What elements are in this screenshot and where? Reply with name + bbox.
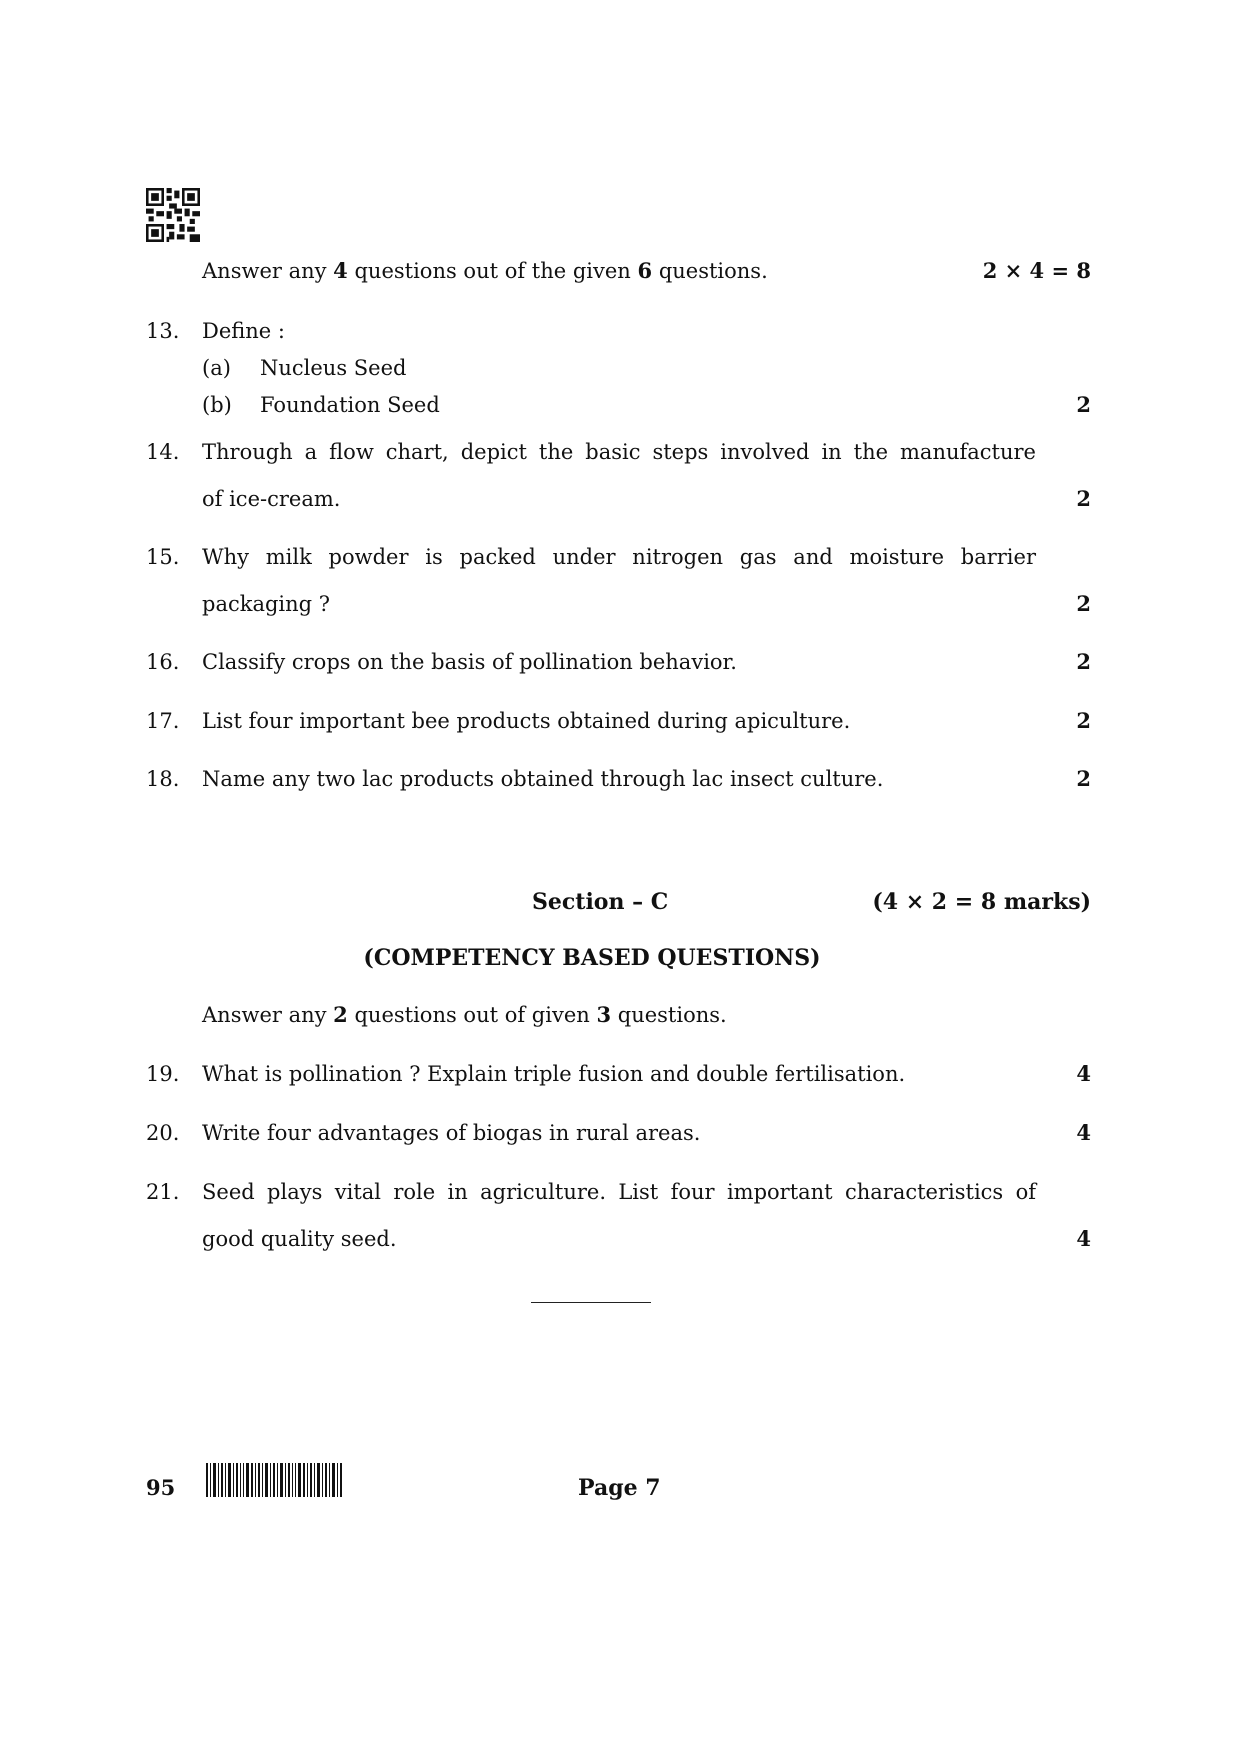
question-number: 16. [146, 650, 180, 674]
question-text: Write four advantages of biogas in rural areas. [202, 1121, 701, 1145]
instruction-section-c: Answer any 2 questions out of given 3 questions. [202, 1002, 727, 1027]
question-text: Through a flow chart, depict the basic steps involved in the manufacture [202, 440, 1036, 464]
question-text-cont: of ice-cream. [202, 487, 341, 511]
question-marks: 4 [1076, 1061, 1091, 1086]
section-subtitle: (COMPETENCY BASED QUESTIONS) [363, 945, 821, 971]
instruction-section-b: Answer any 4 questions out of the given 6 questions. [202, 258, 768, 283]
question-text: Classify crops on the basis of pollination behavior. [202, 650, 737, 674]
section-title: Section – C [532, 889, 669, 915]
question-marks: 2 [1076, 766, 1091, 791]
question-text: Seed plays vital role in agriculture. List four important characteristics of [202, 1180, 1036, 1204]
question-text: Why milk powder is packed under nitrogen gas and moisture barrier [202, 545, 1036, 569]
question-number: 13. [146, 319, 180, 343]
footer-code: 95 [146, 1475, 176, 1500]
question-text: Define : [202, 319, 285, 343]
question-number: 21. [146, 1180, 180, 1204]
question-marks: 4 [1076, 1226, 1091, 1251]
question-text-cont: packaging ? [202, 592, 331, 616]
end-rule [531, 1302, 651, 1303]
question-marks: 2 [1076, 708, 1091, 733]
question-marks: 2 [1076, 392, 1091, 417]
section-marks: (4 × 2 = 8 marks) [872, 889, 1091, 915]
question-text: List four important bee products obtained during apiculture. [202, 709, 851, 733]
question-marks: 2 [1076, 486, 1091, 511]
question-number: 18. [146, 767, 180, 791]
page-number: Page 7 [578, 1475, 661, 1501]
question-text-cont: good quality seed. [202, 1227, 397, 1251]
question-text: Name any two lac products obtained through lac insect culture. [202, 767, 884, 791]
question-number: 19. [146, 1062, 180, 1086]
question-marks: 4 [1076, 1120, 1091, 1145]
instruction-marks: 2 × 4 = 8 [982, 258, 1091, 283]
sub-label: (a) [202, 356, 231, 380]
question-number: 14. [146, 440, 180, 464]
question-number: 17. [146, 709, 180, 733]
sub-label: (b) [202, 393, 232, 417]
barcode [206, 1463, 342, 1497]
question-marks: 2 [1076, 649, 1091, 674]
sub-text: Foundation Seed [260, 393, 440, 417]
question-text: What is pollination ? Explain triple fusion and double fertilisation. [202, 1062, 906, 1086]
question-marks: 2 [1076, 591, 1091, 616]
question-number: 15. [146, 545, 180, 569]
sub-text: Nucleus Seed [260, 356, 407, 380]
qr-code [146, 188, 200, 242]
question-number: 20. [146, 1121, 180, 1145]
